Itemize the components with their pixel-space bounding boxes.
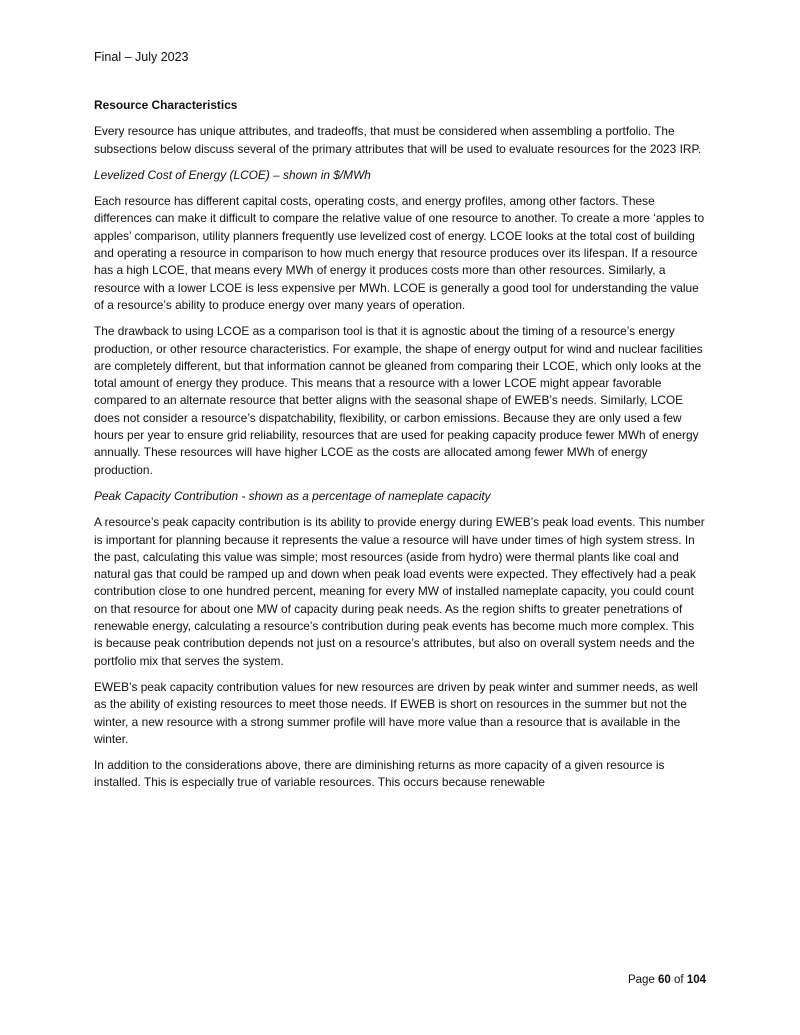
- peak-paragraph-2: EWEB’s peak capacity contribution values for new resources are driven by peak winter and summer needs, as well as the ability of existing resources to meet those needs. If EWEB is short on resources in the summer but not the winter, a new resource with a strong summer profile will have more value than a resource that is available in the winter.: [94, 679, 698, 746]
- peak-paragraph-3: In addition to the considerations above, there are diminishing returns as more capacity of a given resource is installed. This is especially true of variable resources. This occurs because renewable: [94, 758, 665, 790]
- intro-paragraph: Every resource has unique attributes, and tradeoffs, that must be considered when assembling a portfolio. The subsections below discuss several of the primary attributes that will be used to evaluate resources for the 2023 IRP.: [94, 124, 702, 156]
- lcoe-paragraph-2: The drawback to using LCOE as a comparison tool is that it is agnostic about the timing of a resource’s energy production, or other resource characteristics. For example, the shape of energy output for wind and nuclear facilities are completely different, but that information cannot be gleaned from comparing their LCOE, which only looks at the total amount of energy they produce. This means that a resource with a lower LCOE might appear favorable compared to an alternate resource that better aligns with the seasonal shape of EWEB’s needs. Similarly, LCOE does not consider a resource’s dispatchability, flexibility, or carbon emissions. Because they are only used a few hours per year to ensure grid reliability, resources that are used for peaking capacity produce fewer MWh of energy annually. These resources will have higher LCOE as the costs are allocated among fewer MWh of energy production.: [94, 324, 703, 477]
- lcoe-heading: Levelized Cost of Energy (LCOE) – shown in $/MWh: [94, 167, 371, 182]
- page-header: Final – July 2023: [94, 50, 189, 64]
- lcoe-paragraph-1: Each resource has different capital costs, operating costs, and energy profiles, among other factors. These differences can make it difficult to compare the relative value of one resource to another. To create a more ‘apples to apples’ comparison, utility planners frequently use levelized cost of energy. LCOE looks at the total cost of building and operating a resource in comparison to how much energy that resource produces over its lifespan. If a resource has a high LCOE, that means every MWh of energy it produces costs more than other resources. Similarly, a resource with a lower LCOE is less expensive per MWh. LCOE is generally a good tool for understanding the value of a resource’s ability to produce energy over many years of operation.: [94, 194, 705, 312]
- of-label: of: [674, 974, 684, 986]
- page-content: [94, 97, 706, 801]
- section-title: Resource Characteristics: [94, 98, 238, 112]
- page-number: 60: [658, 974, 671, 986]
- peak-capacity-heading: Peak Capacity Contribution - shown as a percentage of nameplate capacity: [94, 488, 491, 503]
- total-pages: 104: [686, 974, 706, 986]
- page-label: Page: [627, 974, 655, 986]
- page-footer: [628, 973, 706, 987]
- peak-paragraph-1: A resource’s peak capacity contribution is its ability to provide energy during EWEB’s peak load events. This number is important for planning because it represents the value a resource will have under times of high system stress. In the past, calculating this value was simple; most resources (aside from hydro) were thermal plants like coal and natural gas that could be ramped up and down when peak load events were expected. They effectively had a peak contribution close to one hundred percent, meaning for every MW of installed nameplate capacity, you could count on that resource for about one MW of capacity during peak needs. As the region shifts to greater penetrations of renewable energy, calculating a resource’s contribution during peak events has become much more complex. This is because peak contribution depends not just on a resource’s attributes, but also on overall system needs and the portfolio mix that serves the system.: [94, 515, 705, 668]
